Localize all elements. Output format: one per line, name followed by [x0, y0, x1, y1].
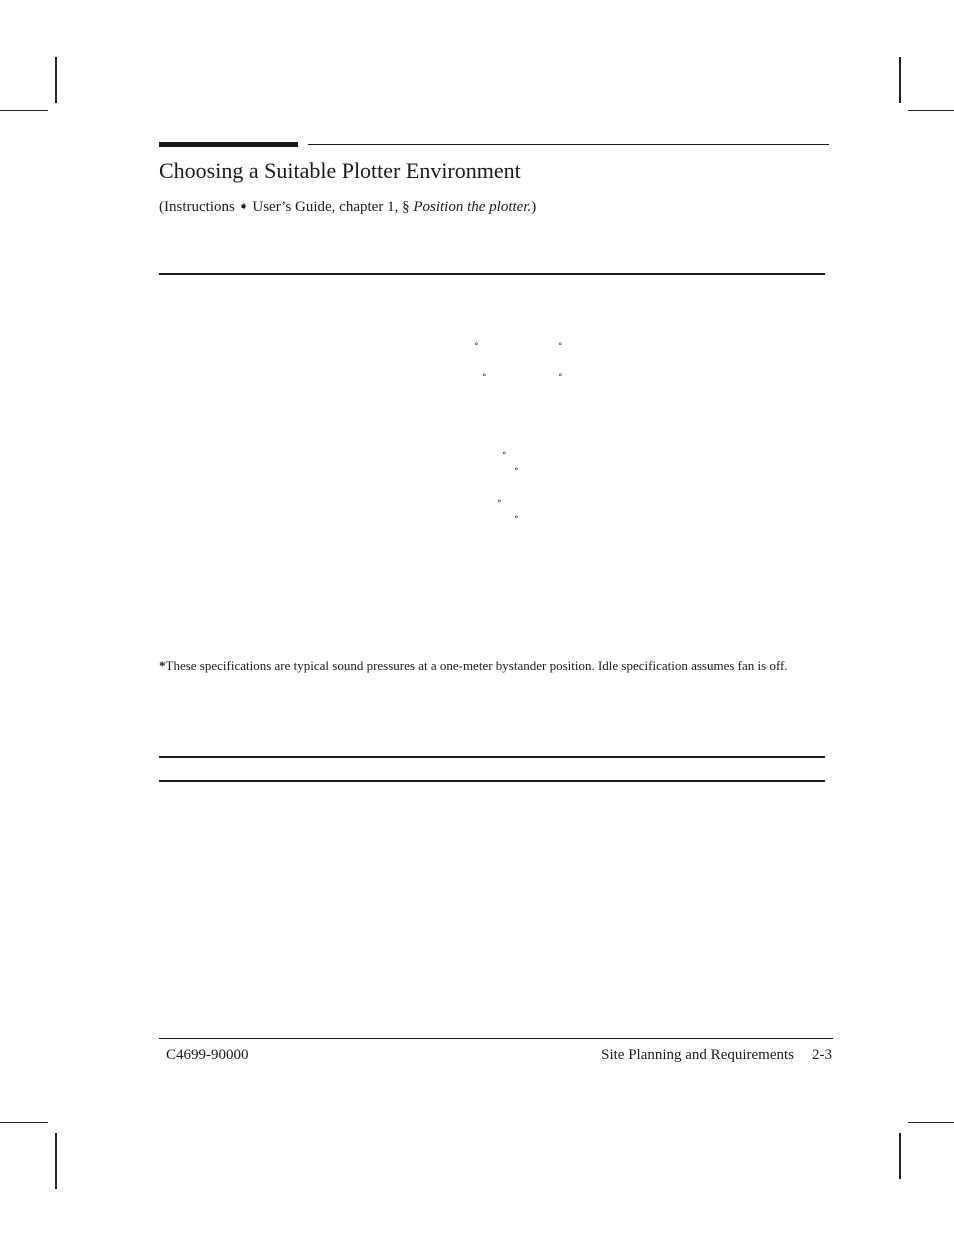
- crop-mark-top-right-vertical: [899, 57, 901, 103]
- section-divider-rule: [159, 780, 825, 782]
- section-header-thin-bar: [308, 144, 829, 145]
- degree-symbol: °: [558, 342, 563, 352]
- degree-symbol: °: [558, 373, 563, 383]
- instructions-guide: User’s Guide, chapter 1, §: [248, 199, 414, 215]
- degree-symbol: °: [497, 499, 502, 509]
- instructions-suffix: ): [531, 199, 537, 215]
- table-top-rule: [159, 273, 825, 275]
- crop-mark-top-left-vertical: [55, 57, 57, 103]
- footer-section-name: Site Planning and Requirements: [601, 1047, 794, 1063]
- degree-symbol: °: [514, 467, 519, 477]
- degree-symbol: °: [502, 451, 507, 461]
- crop-mark-top-left-horizontal: [0, 110, 48, 111]
- footnote: [159, 657, 825, 674]
- crop-mark-bottom-right-horizontal: [908, 1122, 954, 1123]
- section-header-thick-bar: [159, 142, 298, 147]
- crop-mark-top-right-horizontal: [908, 110, 954, 111]
- footnote-marker: *: [159, 658, 166, 673]
- instructions-section-title: Position the plotter.: [413, 199, 532, 215]
- crop-mark-bottom-left-horizontal: [0, 1122, 48, 1123]
- instructions-reference: [159, 199, 536, 216]
- crop-mark-bottom-left-vertical: [55, 1133, 57, 1189]
- instructions-prefix: (Instructions: [159, 199, 235, 215]
- degree-symbol: °: [482, 373, 487, 383]
- page-title: Choosing a Suitable Plotter Environment: [159, 158, 521, 183]
- footer-rule: [159, 1038, 833, 1039]
- crop-mark-bottom-right-vertical: [899, 1133, 901, 1179]
- footer-doc-number: C4699-90000: [166, 1047, 249, 1063]
- footer-page-number: 2-3: [812, 1047, 832, 1063]
- footnote-text: These specifications are typical sound pressures at a one-meter bystander position. Idle specification assumes fan is off.: [165, 658, 788, 673]
- table-bottom-rule: [159, 756, 825, 758]
- degree-symbol: °: [514, 515, 519, 525]
- degree-symbol: °: [474, 342, 479, 352]
- arrow-right-icon: ➧: [238, 199, 249, 213]
- footer-section-page: [601, 1047, 832, 1064]
